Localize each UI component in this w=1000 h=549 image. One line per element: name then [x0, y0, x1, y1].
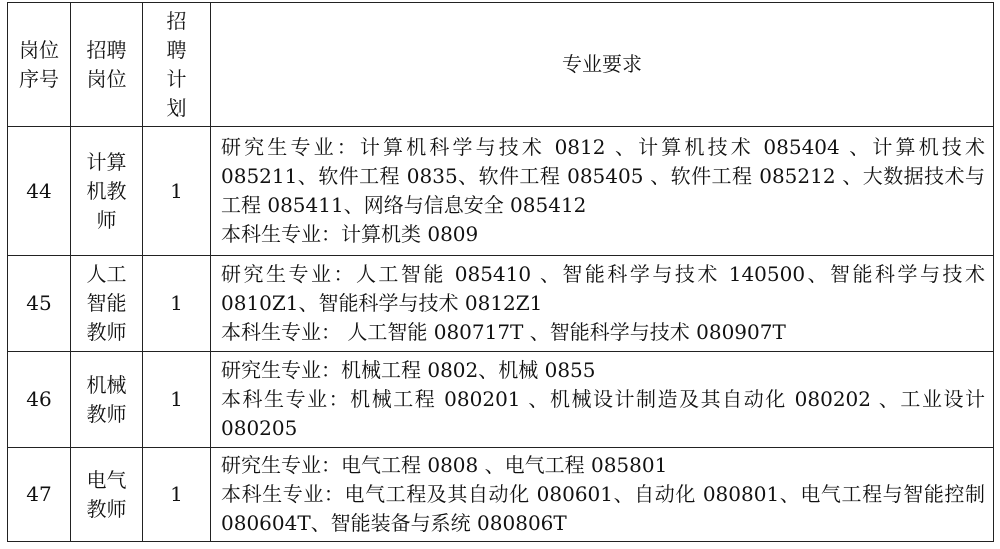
table-row: [8, 448, 994, 542]
recruitment-table: [7, 2, 994, 542]
post-cell: [71, 448, 143, 542]
post-line: 师: [96, 207, 117, 232]
seq-cell: 44: [8, 127, 71, 256]
header-post-line: 岗位: [86, 66, 127, 91]
graduate-requirement: 研究生专业：机械工程 0802、机械 0855: [221, 357, 596, 382]
post-line: 教师: [86, 496, 127, 521]
header-requirements: 专业要求: [211, 3, 994, 127]
post-line: 机教: [86, 178, 127, 203]
post-cell: [71, 256, 143, 352]
header-seq: [8, 3, 71, 127]
undergraduate-requirement: 本科生专业：计算机类 0809: [221, 221, 479, 246]
graduate-requirement: 研究生专业：电气工程 0808 、电气工程 085801: [221, 452, 668, 477]
table-header-row: [8, 3, 994, 127]
requirements-cell: [211, 352, 994, 448]
seq-cell: 45: [8, 256, 71, 352]
header-plan-line: 招: [166, 8, 187, 33]
plan-cell: 1: [143, 256, 211, 352]
graduate-requirement: 研究生专业：计算机科学与技术 0812 、计算机技术 085404 、计算机技术 085211、软件工程 0835、软件工程 085405 、软件工程 085212 、大数据技术与工程 085411、网络与信息安全 085412: [221, 134, 985, 217]
header-seq-line: 序号: [19, 66, 59, 91]
table-row: [8, 352, 994, 448]
post-line: 机械: [86, 372, 127, 397]
seq-cell: 47: [8, 448, 71, 542]
header-post: [71, 3, 143, 127]
post-line: 人工: [86, 262, 127, 286]
requirements-cell: [211, 448, 994, 542]
requirements-cell: [211, 127, 994, 256]
graduate-requirement: 研究生专业：人工智能 085410 、智能科学与技术 140500、智能科学与技术 0810Z1、智能科学与技术 0812Z1: [221, 261, 985, 315]
post-line: 教师: [86, 320, 127, 344]
post-cell: [71, 352, 143, 448]
undergraduate-requirement: 本科生专业：电气工程及其自动化 080601、自动化 080801、电气工程与智能控制 080604T、智能装备与系统 080806T: [221, 481, 985, 535]
seq-cell: 46: [8, 352, 71, 448]
undergraduate-requirement: 本科生专业： 人工智能 080717T 、智能科学与技术 080907T: [221, 319, 786, 344]
post-line: 计算: [86, 149, 127, 174]
plan-cell: 1: [143, 448, 211, 542]
header-plan: [143, 3, 211, 127]
plan-cell: 1: [143, 352, 211, 448]
plan-cell: 1: [143, 127, 211, 256]
post-cell: [71, 127, 143, 256]
table-row: [8, 256, 994, 352]
header-plan-line: 计: [166, 66, 187, 91]
header-seq-line: 岗位: [19, 37, 59, 62]
header-plan-line: 聘: [166, 37, 187, 62]
post-line: 教师: [86, 401, 127, 426]
table-row: [8, 127, 994, 256]
post-line: 智能: [86, 291, 127, 315]
header-plan-line: 划: [166, 95, 187, 120]
requirements-cell: [211, 256, 994, 352]
header-post-line: 招聘: [86, 37, 127, 62]
undergraduate-requirement: 本科生专业：机械工程 080201 、机械设计制造及其自动化 080202 、工业设计 080205: [221, 386, 985, 440]
post-line: 电气: [86, 467, 127, 492]
